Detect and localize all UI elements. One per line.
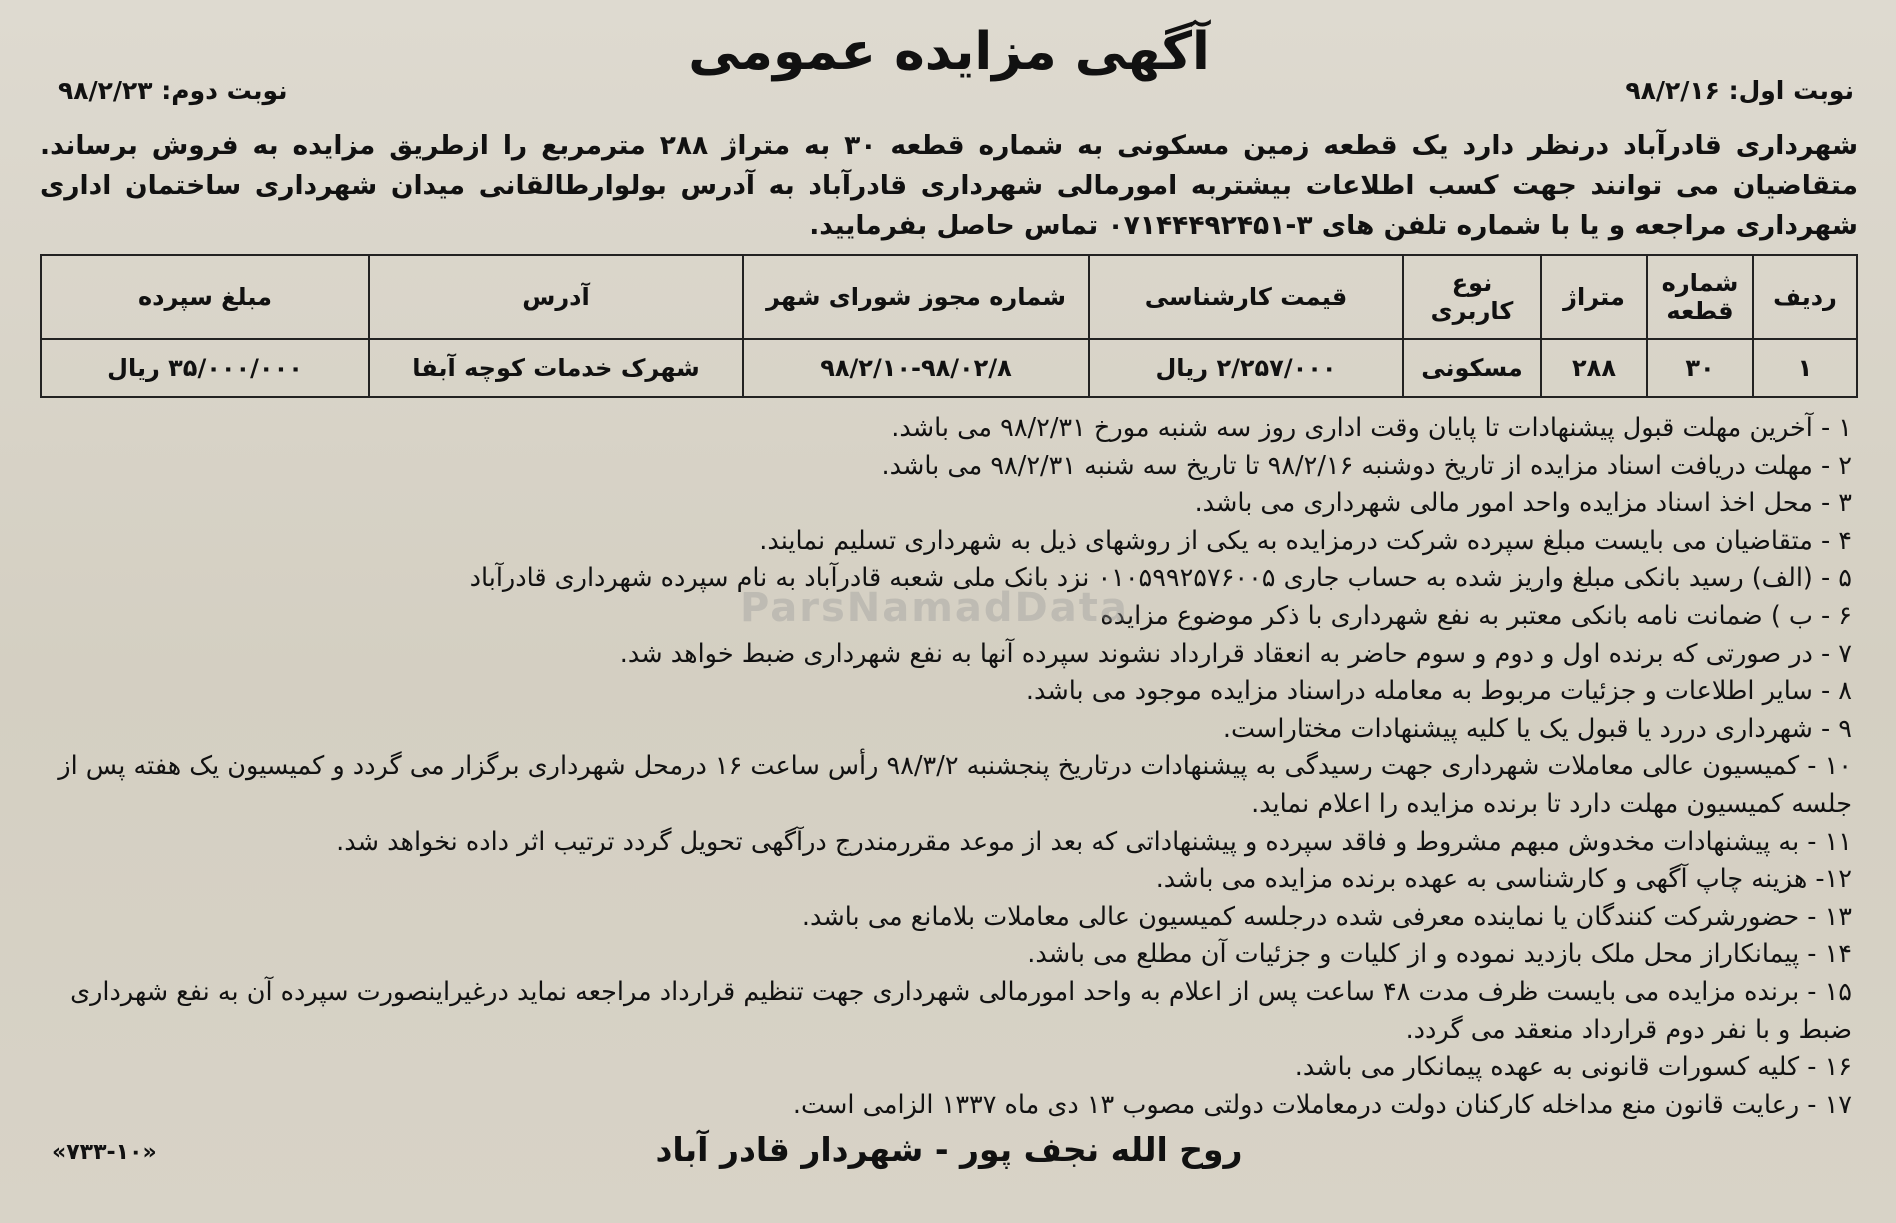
cell-area: ۲۸۸ <box>1541 339 1647 397</box>
condition-item: ۱۰ - کمیسیون عالی معاملات شهرداری جهت رسیدگی به پیشنهادات درتاریخ پنجشنبه ۹۸/۳/۲ رأس ساعت ۱۶ درمحل شهرداری برگزار می گردد و کمیسیون یک هفته پس از جلسه کمیسیون مهلت دارد تا برنده مزایده را اعلام نماید. <box>58 751 1852 819</box>
col-address: آدرس <box>369 255 743 339</box>
condition-item: ۱۲- هزینه چاپ آگهی و کارشناسی به عهده برنده مزایده می باشد. <box>1155 864 1852 895</box>
col-expert-price: قیمت کارشناسی <box>1089 255 1403 339</box>
condition-item: ۲ - مهلت دریافت اسناد مزایده از تاریخ دوشنبه ۹۸/۲/۱۶ تا تاریخ سه شنبه ۹۸/۲/۳۱ می باشد. <box>881 450 1852 481</box>
col-area: متراژ <box>1541 255 1647 339</box>
condition-item: ۶ - ب ) ضمانت نامه بانکی معتبر به نفع شهرداری با ذکر موضوع مزایده <box>1100 600 1852 631</box>
condition-item: ۱۶ - کلیه کسورات قانونی به عهده پیمانکار می باشد. <box>1294 1052 1852 1083</box>
auction-table <box>40 254 1858 398</box>
condition-item: ۱ - آخرین مهلت قبول پیشنهادات تا پایان وقت اداری روز سه شنبه مورخ ۹۸/۲/۳۱ می باشد. <box>891 413 1852 443</box>
cell-expert-price: ۲/۲۵۷/۰۰۰ ریال <box>1089 339 1403 397</box>
table-row <box>41 339 1857 397</box>
notice-footer <box>40 1126 1858 1182</box>
cell-council-permit: ۹۸/۲/۱۰-۹۸/۰۲/۸ <box>743 339 1089 397</box>
condition-item: ۱۵ - برنده مزایده می بایست ظرف مدت ۴۸ ساعت پس از اعلام به واحد امورمالی شهرداری جهت تنظیم قرارداد مراجعه نماید درغیراینصورت سپرده آن به نفع شهرداری ضبط و با نفر دوم قرارداد منعقد می گردد. <box>70 976 1852 1045</box>
mayor-signature: روح الله نجف پور - شهردار قادر آباد <box>655 1130 1243 1170</box>
condition-item: ۱۴ - پیمانکاراز محل ملک بازدید نموده و از کلیات و جزئیات آن مطلع می باشد. <box>1027 939 1852 970</box>
col-row-number: ردیف <box>1753 255 1857 339</box>
condition-item: ۱۱ - به پیشنهادات مخدوش مبهم مشروط و فاقد سپرده و پیشنهاداتی که بعد از موعد مقررمندرج درآگهی تحویل گردد ترتیب اثر داده نخواهد شد. <box>336 826 1852 857</box>
cell-address: شهرک خدمات کوچه آبفا <box>369 339 743 397</box>
condition-item: ۳ - محل اخذ اسناد مزایده واحد امور مالی شهرداری می باشد. <box>1194 488 1852 519</box>
col-council-permit: شماره مجوز شورای شهر <box>743 255 1089 339</box>
notice-code: «۷۳۳-۱۰» <box>52 1140 157 1166</box>
conditions-list <box>40 410 1858 1124</box>
page-title: آگهی مزایده عمومی <box>688 22 1210 82</box>
cell-usage-type: مسکونی <box>1403 339 1541 397</box>
cell-row-number: ۱ <box>1753 339 1857 397</box>
col-plot-number: شماره قطعه <box>1647 255 1753 339</box>
notice-header <box>40 18 1858 110</box>
condition-item: ۴ - متقاضیان می بایست مبلغ سپرده شرکت درمزایده به یکی از روشهای ذیل به شهرداری تسلیم نمایند. <box>759 525 1852 556</box>
cell-plot-number: ۳۰ <box>1647 339 1753 397</box>
intro-paragraph: شهرداری قادرآباد درنظر دارد یک قطعه زمین مسکونی به شماره قطعه ۳۰ به متراژ ۲۸۸ مترمربع را ازطریق مزایده به فروش برساند. متقاضیان می توانند جهت کسب اطلاعات بیشتربه امورمالی شهرداری قادرآباد به آدرس بولوارطالقانی میدان شهرداری ساختمان اداری شهرداری مراجعه و یا با شماره تلفن های ۳-۰۷۱۴۴۴۹۲۴۵۱ تماس حاصل بفرمایید. <box>40 130 1859 241</box>
condition-item: ۷ - در صورتی که برنده اول و دوم و سوم حاضر به انعقاد قرارداد نشوند سپرده آنها به نفع شهرداری ضبط خواهد شد. <box>619 638 1852 669</box>
col-deposit: مبلغ سپرده <box>41 255 369 339</box>
condition-item: ۵ - (الف) رسید بانکی مبلغ واریز شده به حساب جاری ۰۱۰۵۹۹۲۵۷۶۰۰۵ نزد بانک ملی شعبه قادرآباد به نام سپرده شهرداری قادرآباد <box>469 563 1852 594</box>
condition-item: ۱۷ - رعایت قانون منع مداخله کارکنان دولت درمعاملات دولتی مصوب ۱۳ دی ماه ۱۳۳۷ الزامی است. <box>792 1089 1852 1120</box>
condition-item: ۹ - شهرداری دررد یا قبول یک یا کلیه پیشنهادات مختاراست. <box>1222 713 1852 744</box>
table-header-row <box>41 255 1857 339</box>
condition-item: ۱۳ - حضورشرکت کنندگان یا نماینده معرفی شده درجلسه کمیسیون عالی معاملات بلامانع می باشد. <box>801 901 1852 932</box>
watermark-text: ParsNamadData <box>740 585 1129 631</box>
cell-deposit: ۳۵/۰۰۰/۰۰۰ ریال <box>41 339 369 397</box>
second-round-date: نوبت دوم: ۹۸/۲/۲۳ <box>58 76 288 105</box>
condition-item: ۸ - سایر اطلاعات و جزئیات مربوط به معامله دراسناد مزایده موجود می باشد. <box>1025 676 1852 707</box>
col-usage-type: نوع کاربری <box>1403 255 1541 339</box>
first-round-date: نوبت اول: ۹۸/۲/۱۶ <box>1625 76 1854 105</box>
